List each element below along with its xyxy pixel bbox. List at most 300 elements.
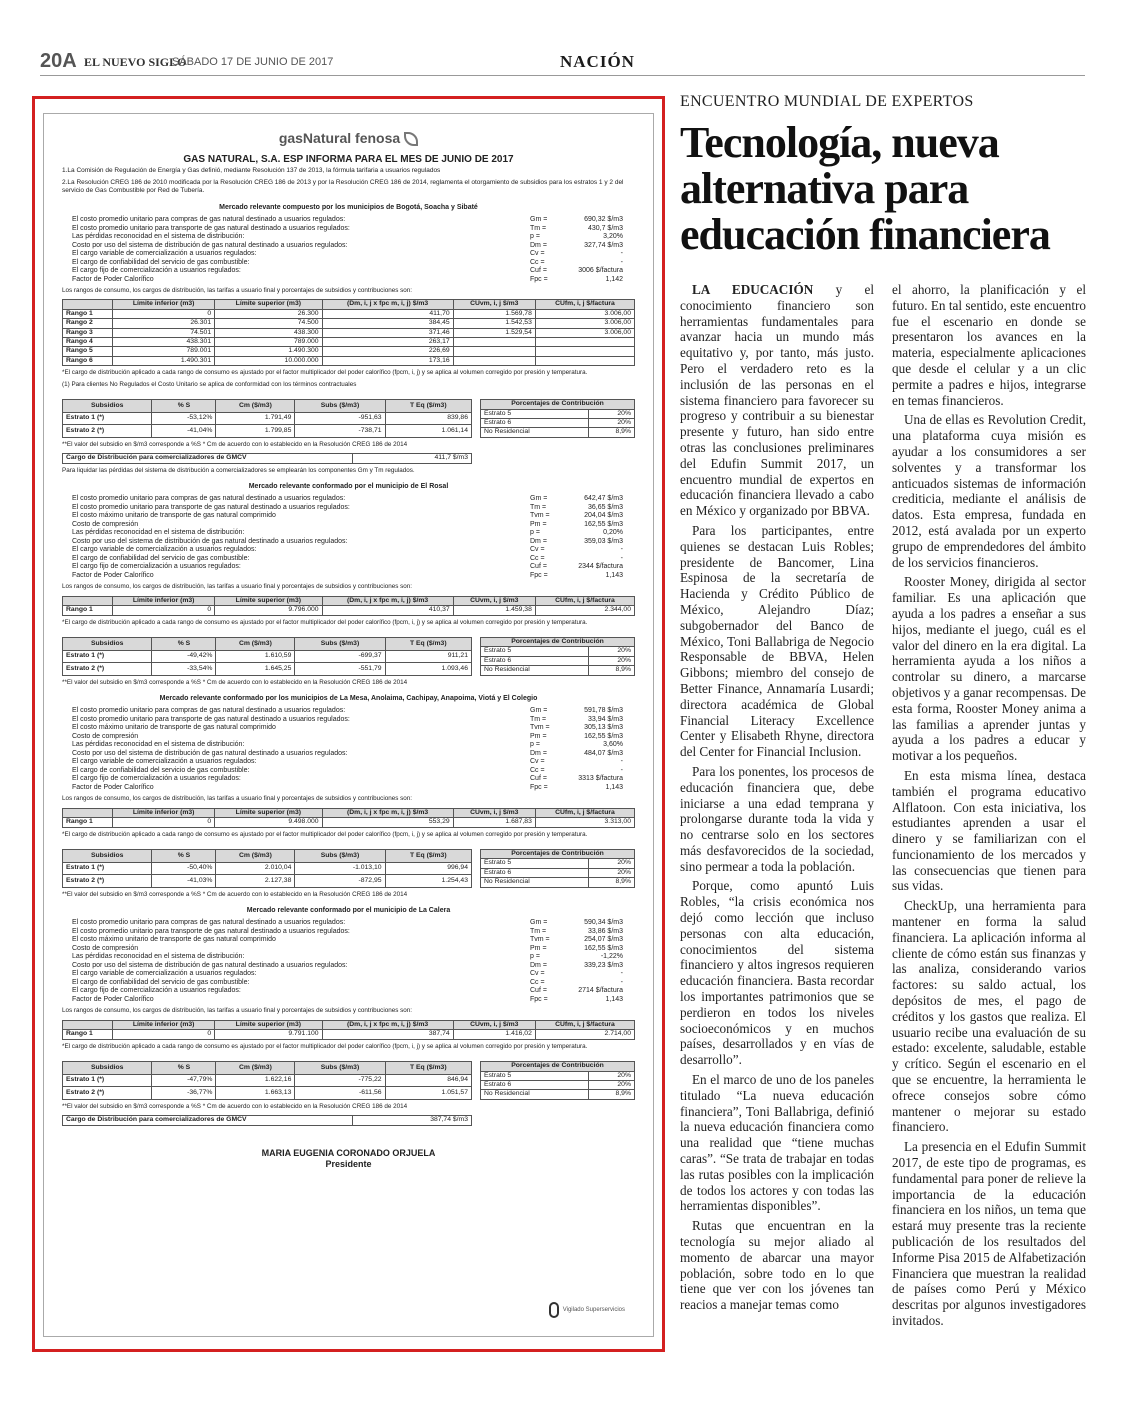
- table-header: Límite inferior (m3): [113, 808, 215, 817]
- cost-label: Costo de compresión: [72, 520, 139, 528]
- table-cell: -872,95: [295, 875, 385, 888]
- markets-container: [62, 204, 635, 1126]
- cost-label: El cargo variable de comercialización a usuarios regulados:: [72, 758, 257, 766]
- table-cell: 20%: [588, 647, 634, 656]
- table-cell: -49,42%: [152, 650, 216, 663]
- subsidy-contrib: [62, 1057, 635, 1100]
- table-cell: Estrato 6: [481, 418, 589, 427]
- table-cell: Estrato 2 (*): [63, 1087, 152, 1100]
- table-row: [481, 656, 635, 665]
- table-row: [63, 818, 635, 827]
- table-cell: Rango 1: [63, 309, 113, 318]
- table-cell: Estrato 5: [481, 409, 589, 418]
- table-cell: -611,56: [295, 1087, 385, 1100]
- table-cell: 8,9%: [588, 666, 634, 675]
- subsidy-contrib: [62, 395, 635, 438]
- table-cell: 8,9%: [588, 878, 634, 887]
- table-cell: Rango 5: [63, 347, 113, 356]
- table-header: Límite inferior (m3): [113, 1020, 215, 1029]
- article-paragraph: LA EDUCACIÓN y el conocimiento financiero son herramientas fundamentales para avanzar hacia un mundo más equitativo y, por tanto, más justo. Pero el verdadero reto es la inclusión de las personas en el sistema financiero para favorecer su progreso y contribuir a su bienestar presente y futuro, han sido entre otras las conclusiones preliminares del Edufin Summit 2017, un encuentro mundial de expertos en educación financiera llevado a cabo en México y organizado por BBVA.: [680, 282, 875, 519]
- cost-value: 1,143: [605, 783, 623, 791]
- table-header: Porcentajes de Contribución: [481, 1062, 635, 1071]
- leaf-icon: [404, 132, 418, 146]
- table-row: [63, 454, 472, 463]
- cost-symbol: Gm =: [530, 216, 548, 224]
- cost-symbol: Gm =: [530, 495, 548, 503]
- table-cell: -41,04%: [152, 425, 216, 438]
- subsidy-table: [62, 849, 472, 888]
- cost-symbol: Cv =: [530, 970, 545, 978]
- table-header: CUvm, i, j $/m3: [453, 808, 535, 817]
- table-cell: 9.791.100: [215, 1030, 322, 1039]
- cost-symbol: Cc =: [530, 554, 545, 562]
- cost-label: El cargo de confiabilidad del servicio de gas combustible:: [72, 554, 250, 562]
- table-header: [63, 596, 113, 605]
- cost-row: [62, 758, 635, 767]
- cost-value: -: [620, 258, 623, 266]
- market-title: Mercado relevante compuesto por los municipios de Bogotá, Soacha y Sibaté: [219, 203, 478, 211]
- table-cell: 1.093,46: [385, 663, 471, 676]
- cost-row: [62, 741, 635, 750]
- article-column-1: [680, 282, 874, 1317]
- cost-row: [62, 996, 635, 1005]
- table-cell: 8,9%: [588, 1090, 634, 1099]
- cost-row: [62, 521, 635, 530]
- cost-symbol: Dm =: [530, 241, 547, 249]
- table-cell: 20%: [588, 868, 634, 877]
- cost-label: Costo de compresión: [72, 732, 139, 740]
- cost-row: [62, 962, 635, 971]
- article-kicker: ENCUENTRO MUNDIAL DE EXPERTOS: [680, 93, 974, 110]
- table-cell: Rango 1: [63, 1030, 113, 1039]
- cost-label: El costo promedio unitario para transporte de gas natural destinado a usuarios regulados:: [72, 715, 350, 723]
- table-row: [481, 666, 635, 675]
- ranges-table: [62, 299, 635, 366]
- table-cell: 846,94: [385, 1074, 471, 1087]
- cost-symbol: Dm =: [530, 537, 547, 545]
- cost-label: El costo promedio unitario para compras de gas natural destinado a usuarios regulados:: [72, 495, 346, 503]
- table-cell: Rango 6: [63, 356, 113, 365]
- table-cell: 2.010,04: [216, 862, 295, 875]
- table-cell: -699,37: [295, 650, 385, 663]
- newspaper-name: EL NUEVO SIGLO: [84, 55, 187, 69]
- market-title: Mercado relevante conformado por el municipio de La Calera: [246, 907, 451, 915]
- footnote: *El cargo de distribución aplicado a cada rango de consumo es ajustado por el factor multiplicador del poder calorífico (fpcm, i, j) y se aplica al volumen corregido por presión y temperatura.: [62, 1042, 588, 1050]
- table-cell: No Residencial: [481, 878, 589, 887]
- gas-natural-notice: [32, 96, 665, 1352]
- table-cell: 9.796.000: [215, 606, 322, 615]
- table-cell: 0: [113, 309, 215, 318]
- lead-word: LA EDUCACIÓN: [692, 282, 814, 297]
- table-header: Cm ($/m3): [216, 400, 295, 413]
- table-row: [481, 647, 635, 656]
- table-row: [481, 1090, 635, 1099]
- article-paragraph: CheckUp, una herramienta para mantener en forma la salud financiera. La aplicación informa al cliente de cómo están sus finanzas y las analiza, considerando varios factores: su saldo actual, los depósitos de mes, el pago de créditos y los gastos que realiza. El usuario recibe una evaluación de su estado: excelente, saludable, estable y crítico. Según el escenario en el que se encuentre, la herramienta le ofrece consejos sobre cómo mantener o mejorar su estado financiero.: [892, 898, 1086, 1135]
- footnote: *El cargo de distribución aplicado a cada rango de consumo es ajustado por el factor multiplicador del poder calorífico (fpcm, i, j) y se aplica al volumen corregido por presión y temperatura.: [62, 618, 588, 626]
- cost-value: 162,55 $/m3: [584, 944, 623, 952]
- table-cell: [453, 356, 535, 365]
- table-cell: 839,86: [385, 412, 471, 425]
- table-cell: Estrato 2 (*): [63, 425, 152, 438]
- table-cell: 789.001: [113, 347, 215, 356]
- table-row: [63, 338, 635, 347]
- table-row: [63, 309, 635, 318]
- table-cell: -53,12%: [152, 412, 216, 425]
- table-cell: Estrato 5: [481, 859, 589, 868]
- table-cell: Cargo de Distribución para comercializadores de GMCV: [63, 454, 353, 463]
- table-header: (Dm, i, j x fpc m, i, j) $/m3: [322, 300, 453, 309]
- table-cell: -41,03%: [152, 875, 216, 888]
- cost-value: 339,23 $/m3: [584, 961, 623, 969]
- table-header: Subs ($/m3): [295, 850, 385, 863]
- table-header: Cm ($/m3): [216, 1062, 295, 1075]
- table-header: T Eq ($/m3): [385, 850, 471, 863]
- cost-row: [62, 724, 635, 733]
- signer-role: Presidente: [325, 1158, 372, 1169]
- table-cell: Estrato 1 (*): [63, 1074, 152, 1087]
- cost-row: [62, 733, 635, 742]
- cost-value: 430,7 $/m3: [587, 224, 623, 232]
- cost-label: Las pérdidas reconocidad en el sistema de distribución:: [72, 233, 245, 241]
- cost-value: 162,55 $/m3: [584, 732, 623, 740]
- subsidy-contrib: [62, 633, 635, 676]
- cost-symbol: Gm =: [530, 919, 548, 927]
- cost-row: [62, 563, 635, 572]
- cost-row: [62, 512, 635, 521]
- cost-label: El cargo fijo de comercialización a usuarios regulados:: [72, 987, 241, 995]
- notice-note: 2.La Resolución CREG 186 de 2010 modificada por la Resolución CREG 186 de 2013 y por la Resolución CREG 186 de 2014, reglamenta el otorgamiento de subsidios para los estratos 1 y 2 del servicio de Gas Combustible por Red de Tubería.: [62, 178, 624, 195]
- cost-symbol: p =: [530, 741, 540, 749]
- cost-row: [62, 953, 635, 962]
- cost-label: Factor de Poder Calorífico: [72, 995, 154, 1003]
- table-cell: 26.301: [113, 319, 215, 328]
- cost-label: El costo promedio unitario para transporte de gas natural destinado a usuarios regulados:: [72, 224, 350, 232]
- cost-row: [62, 767, 635, 776]
- table-cell: 2.127,38: [216, 875, 295, 888]
- table-cell: [535, 347, 634, 356]
- contribution-table: [480, 637, 635, 676]
- table-cell: Estrato 2 (*): [63, 875, 152, 888]
- table-cell: 1.687,83: [453, 818, 535, 827]
- cost-label: Las pérdidas reconocidad en el sistema de distribución:: [72, 529, 245, 537]
- table-cell: 1.791,49: [216, 412, 295, 425]
- cost-value: 591,78 $/m3: [584, 707, 623, 715]
- cost-symbol: Dm =: [530, 961, 547, 969]
- gmcv-table: [62, 453, 472, 463]
- cost-row: [62, 250, 635, 259]
- cost-symbol: Cc =: [530, 258, 545, 266]
- table-cell: 911,21: [385, 650, 471, 663]
- table-header: CUvm, i, j $/m3: [453, 1020, 535, 1029]
- table-cell: 3.313,00: [535, 818, 634, 827]
- cost-label: Costo por uso del sistema de distribución de gas natural destinado a usuarios regulados:: [72, 749, 348, 757]
- contribution-table: [480, 1061, 635, 1100]
- table-header: T Eq ($/m3): [385, 1062, 471, 1075]
- table-cell: 20%: [588, 409, 634, 418]
- cost-symbol: Tm =: [530, 715, 547, 723]
- cost-symbol: Fpc =: [530, 995, 548, 1003]
- cost-row: [62, 504, 635, 513]
- cost-value: 33,86 $/m3: [587, 927, 623, 935]
- table-row: [63, 1087, 472, 1100]
- cost-symbol: Cuf =: [530, 775, 547, 783]
- table-header: Límite superior (m3): [215, 808, 322, 817]
- table-header: Límite superior (m3): [215, 1020, 322, 1029]
- cost-value: 690,32 $/m3: [584, 216, 623, 224]
- table-cell: 263,17: [322, 338, 453, 347]
- article-paragraph: Porque, como apuntó Luis Robles, “la crisis económica nos dejó como lección que incluso personas con alta educación, conocimientos del sistema financiero y altos ingresos requieren educación financiera. Basta recordar los importantes patrimonios que se perdieron en todos los niveles socioeconómicos y en muchos países, desarrollados y en vías de desarrollo”.: [680, 878, 874, 1068]
- table-header: [63, 808, 113, 817]
- table-cell: 1.459,38: [453, 606, 535, 615]
- notice-title: GAS NATURAL, S.A. ESP INFORMA PARA EL MES DE JUNIO DE 2017: [183, 154, 514, 165]
- cost-row: [62, 928, 635, 937]
- table-cell: 20%: [588, 656, 634, 665]
- cost-symbol: Pm =: [530, 944, 547, 952]
- cost-label: El cargo fijo de comercialización a usuarios regulados:: [72, 267, 241, 275]
- cost-row: [62, 555, 635, 564]
- table-cell: 1.254,43: [385, 875, 471, 888]
- table-header: Subs ($/m3): [295, 1062, 385, 1075]
- cost-row: [62, 259, 635, 268]
- table-cell: 20%: [588, 1071, 634, 1080]
- table-cell: Estrato 5: [481, 1071, 589, 1080]
- cost-value: -: [620, 970, 623, 978]
- table-header: Límite inferior (m3): [113, 300, 215, 309]
- table-cell: 3.006,00: [535, 319, 634, 328]
- cost-label: Las pérdidas reconocidad en el sistema de distribución:: [72, 741, 245, 749]
- cost-value: 642,47 $/m3: [584, 495, 623, 503]
- cost-value: 3,60%: [603, 741, 623, 749]
- cost-row: [62, 242, 635, 251]
- table-row: [63, 425, 472, 438]
- table-cell: 173,16: [322, 356, 453, 365]
- cost-value: 590,34 $/m3: [584, 919, 623, 927]
- table-header: CUfm, i, j $/factura: [535, 808, 634, 817]
- table-header: Límite superior (m3): [215, 596, 322, 605]
- table-cell: Estrato 1 (*): [63, 862, 152, 875]
- cost-row: [62, 936, 635, 945]
- table-cell: Estrato 6: [481, 656, 589, 665]
- table-cell: -951,63: [295, 412, 385, 425]
- contribution-table: [480, 399, 635, 438]
- footnote: *El cargo de distribución aplicado a cada rango de consumo es ajustado por el factor multiplicador del poder calorífico (fpcm, i, j) y se aplica al volumen corregido por presión y temperatura.: [62, 369, 588, 377]
- table-cell: No Residencial: [481, 428, 589, 437]
- table-header: % S: [152, 400, 216, 413]
- article-paragraph: el ahorro, la planificación y el futuro. En tal sentido, este encuentro fue el escenario en donde se presentaron los avances en la materia, especialmente aplicaciones que desde el celular y a un clic permite a padres e hijos, integrarse en temas financieros.: [892, 282, 1086, 408]
- cost-label: Factor de Poder Calorífico: [72, 275, 154, 283]
- cost-symbol: Tvm =: [530, 936, 550, 944]
- cost-symbol: Cuf =: [530, 987, 547, 995]
- table-row: [63, 356, 635, 365]
- cost-symbol: Gm =: [530, 707, 548, 715]
- table-cell: No Residencial: [481, 666, 589, 675]
- article-paragraph: Rutas que encuentran en la tecnología su mejor aliado al momento de abarcar una mayor población, sobre todo en lo que tiene que ver con los jóvenes tan reacios a manejar temas como: [680, 1218, 874, 1313]
- table-header: (Dm, i, j x fpc m, i, j) $/m3: [322, 1020, 453, 1029]
- article-paragraph: Para los ponentes, los procesos de educación financiera que, debe iniciarse a una edad temprana y prolongarse durante toda la vida y no centrarse solo en los sectores más desfavorecidos de la sociedad, sino permear a toda la población.: [680, 763, 874, 874]
- cost-label: El costo promedio unitario para transporte de gas natural destinado a usuarios regulados:: [72, 927, 350, 935]
- cost-value: 36,65 $/m3: [587, 503, 623, 511]
- cost-value: 162,55 $/m3: [584, 520, 623, 528]
- table-header: [63, 300, 113, 309]
- ranges-intro: Los rangos de consumo, los cargos de distribución, las tarifas a usuario final y porcentajes de subsidios y contribuciones son:: [62, 1007, 413, 1015]
- table-row: [63, 606, 635, 615]
- cost-label: Costo por uso del sistema de distribución de gas natural destinado a usuarios regulados:: [72, 241, 348, 249]
- cost-symbol: Cuf =: [530, 563, 547, 571]
- cost-symbol: Tm =: [530, 224, 547, 232]
- cost-symbol: Cc =: [530, 766, 545, 774]
- cost-row: [62, 276, 635, 285]
- footnote: (1) Para clientes No Regulados el Costo Unitario se aplica de conformidad con los términos contractuales: [62, 380, 357, 388]
- table-header: CUfm, i, j $/factura: [535, 1020, 634, 1029]
- table-cell: 1.542,53: [453, 319, 535, 328]
- table-cell: 9.498.000: [215, 818, 322, 827]
- table-cell: -36,77%: [152, 1087, 216, 1100]
- table-header: CUfm, i, j $/factura: [535, 596, 634, 605]
- footnote: Para liquidar las pérdidas del sistema de distribución a comercializadores se emplearán los componentes Gm y Tm regulados.: [62, 466, 415, 474]
- article-paragraph: Para los participantes, entre quienes se destacan Luis Robles; presidente de Bancomer, Lina Espinosa de la secretaría de Hacienda y Crédito Público de México, Alejandro Díaz; subgobernador del Banco de México, Toni Ballabriga de Negocio Responsable de BBVA, Helen Gibbons; miembro del consejo de Better Finance, Annamaría Lusardi; directora académica de Global Financial Literacy Excellence Center y Elisabeth Rhyne, directora del Center for Financial Inclusion.: [680, 522, 874, 760]
- table-cell: -551,79: [295, 663, 385, 676]
- cost-value: 2714 $/factura: [578, 987, 623, 995]
- table-cell: [535, 338, 634, 347]
- seal-icon: [549, 1302, 559, 1318]
- ranges-table: [62, 596, 635, 616]
- table-cell: 1.051,57: [385, 1087, 471, 1100]
- cost-row: [62, 919, 635, 928]
- cost-row: [62, 267, 635, 276]
- cost-value: 254,07 $/m3: [584, 936, 623, 944]
- table-cell: 411,7 $/m3: [353, 454, 472, 463]
- cost-label: El cargo de confiabilidad del servicio de gas combustible:: [72, 766, 250, 774]
- article-headline: Tecnología, nueva alternativa para educación financiera: [680, 118, 1050, 259]
- table-cell: 410,37: [322, 606, 453, 615]
- table-row: [481, 418, 635, 427]
- market-title: Mercado relevante conformado por los municipios de La Mesa, Anolaima, Cachipay, Anapoima, Viotá y El Colegio: [159, 695, 538, 702]
- table-cell: 26.300: [215, 309, 322, 318]
- cost-value: 1,143: [605, 995, 623, 1003]
- table-cell: [453, 347, 535, 356]
- cost-row: [62, 784, 635, 793]
- table-cell: -33,54%: [152, 663, 216, 676]
- article-paragraph: Rooster Money, dirigida al sector familiar. Es una aplicación que ayuda a los padres a enseñar a sus hijos, mediante el juego, cuál es el valor del dinero en la era digital. La herramienta ayuda a los niños a controlar su dinero, a marcarse objetivos y a ganar recompensas. De esta forma, Rooster Money anima a las familias a aprender juntas y ayuda a los padres a educar y motivar a los pequeños.: [892, 574, 1086, 764]
- table-cell: 1.490.300: [215, 347, 322, 356]
- table-row: [63, 650, 472, 663]
- subsidy-contrib: [62, 845, 635, 888]
- table-header: % S: [152, 1062, 216, 1075]
- cost-row: [62, 216, 635, 225]
- table-cell: 8,9%: [588, 428, 634, 437]
- cost-symbol: Cv =: [530, 250, 545, 258]
- table-row: [481, 1071, 635, 1080]
- cost-symbol: Pm =: [530, 732, 547, 740]
- table-row: [481, 409, 635, 418]
- cost-value: 0,20%: [603, 529, 623, 537]
- table-cell: 1.645,25: [216, 663, 295, 676]
- cost-row: [62, 225, 635, 234]
- cost-symbol: p =: [530, 233, 540, 241]
- cost-row: [62, 987, 635, 996]
- cost-label: Costo de compresión: [72, 944, 139, 952]
- table-row: [63, 875, 472, 888]
- cost-row: [62, 538, 635, 547]
- ranges-table: [62, 1020, 635, 1040]
- table-cell: Cargo de Distribución para comercializadores de GMCV: [63, 1116, 353, 1125]
- table-cell: Estrato 6: [481, 868, 589, 877]
- table-cell: 384,45: [322, 319, 453, 328]
- cost-label: El cargo de confiabilidad del servicio de gas combustible:: [72, 978, 250, 986]
- table-header: Límite inferior (m3): [113, 596, 215, 605]
- section-name: NACIÓN: [560, 52, 635, 71]
- table-cell: No Residencial: [481, 1090, 589, 1099]
- cost-label: El costo máximo unitario de transporte de gas natural comprimido: [72, 936, 276, 944]
- cost-symbol: Cc =: [530, 978, 545, 986]
- cost-value: -: [620, 766, 623, 774]
- cost-label: El cargo fijo de comercialización a usuarios regulados:: [72, 563, 241, 571]
- cost-symbol: Fpc =: [530, 783, 548, 791]
- cost-value: -: [620, 758, 623, 766]
- table-cell: 10.000.000: [215, 356, 322, 365]
- table-cell: 1.061,14: [385, 425, 471, 438]
- table-cell: Rango 3: [63, 328, 113, 337]
- subsidy-table: [62, 1061, 472, 1100]
- cost-label: El costo promedio unitario para compras de gas natural destinado a usuarios regulados:: [72, 216, 346, 224]
- table-cell: -1.013,10: [295, 862, 385, 875]
- table-cell: 1.569,78: [453, 309, 535, 318]
- footnote: **El valor del subsidio en $/m3 corresponde a %S * Cm de acuerdo con lo establecido en la Resolución CREG 186 de 2014: [62, 440, 408, 448]
- notice-frame: [43, 113, 654, 1337]
- footnote: **El valor del subsidio en $/m3 corresponde a %S * Cm de acuerdo con lo establecido en la Resolución CREG 186 de 2014: [62, 890, 408, 898]
- cost-row: [62, 945, 635, 954]
- cost-label: El costo máximo unitario de transporte de gas natural comprimido: [72, 512, 276, 520]
- table-cell: -50,40%: [152, 862, 216, 875]
- table-header: CUfm, i, j $/factura: [535, 300, 634, 309]
- table-header: CUvm, i, j $/m3: [453, 596, 535, 605]
- table-cell: 2.714,00: [535, 1030, 634, 1039]
- ranges-intro: Los rangos de consumo, los cargos de distribución, las tarifas a usuario final y porcentajes de subsidios y contribuciones son:: [62, 795, 413, 803]
- ranges-intro: Los rangos de consumo, los cargos de distribución, las tarifas a usuario final y porcentajes de subsidios y contribuciones son:: [62, 287, 413, 295]
- cost-symbol: Dm =: [530, 749, 547, 757]
- table-row: [481, 878, 635, 887]
- cost-value: 204,04 $/m3: [584, 512, 623, 520]
- cost-label: El costo promedio unitario para compras de gas natural destinado a usuarios regulados:: [72, 919, 346, 927]
- table-header: T Eq ($/m3): [385, 637, 471, 650]
- table-cell: 1.663,13: [216, 1087, 295, 1100]
- cost-row: [62, 529, 635, 538]
- table-cell: Rango 4: [63, 338, 113, 347]
- table-header: Porcentajes de Contribución: [481, 400, 635, 409]
- cost-value: -: [620, 978, 623, 986]
- table-cell: 1.529,54: [453, 328, 535, 337]
- cost-symbol: Tvm =: [530, 512, 550, 520]
- cost-symbol: Cv =: [530, 758, 545, 766]
- market-title: Mercado relevante conformado por el municipio de El Rosal: [248, 482, 449, 490]
- cost-symbol: Tm =: [530, 503, 547, 511]
- table-row: [63, 663, 472, 676]
- article-paragraph: En el marco de uno de los paneles titulado “La nueva educación financiera”, Toni Ballabriga, definió la nueva educación financiera como una realidad que “tiene muchas caras”. “Se trata de trabajar en todas las rutas posibles con la implicación de todos los actores y con todas las herramientas disponibles”.: [680, 1072, 874, 1214]
- table-cell: 1.622,16: [216, 1074, 295, 1087]
- cost-symbol: Fpc =: [530, 571, 548, 579]
- cost-label: Las pérdidas reconocidad en el sistema de distribución:: [72, 953, 245, 961]
- cost-value: 3006 $/factura: [578, 267, 623, 275]
- table-row: [63, 319, 635, 328]
- table-header: CUvm, i, j $/m3: [453, 300, 535, 309]
- table-row: [63, 328, 635, 337]
- table-cell: 1.799,85: [216, 425, 295, 438]
- table-cell: 2.344,00: [535, 606, 634, 615]
- cost-label: El cargo de confiabilidad del servicio de gas combustible:: [72, 258, 250, 266]
- table-header: Porcentajes de Contribución: [481, 637, 635, 646]
- table-row: [481, 859, 635, 868]
- table-row: [63, 412, 472, 425]
